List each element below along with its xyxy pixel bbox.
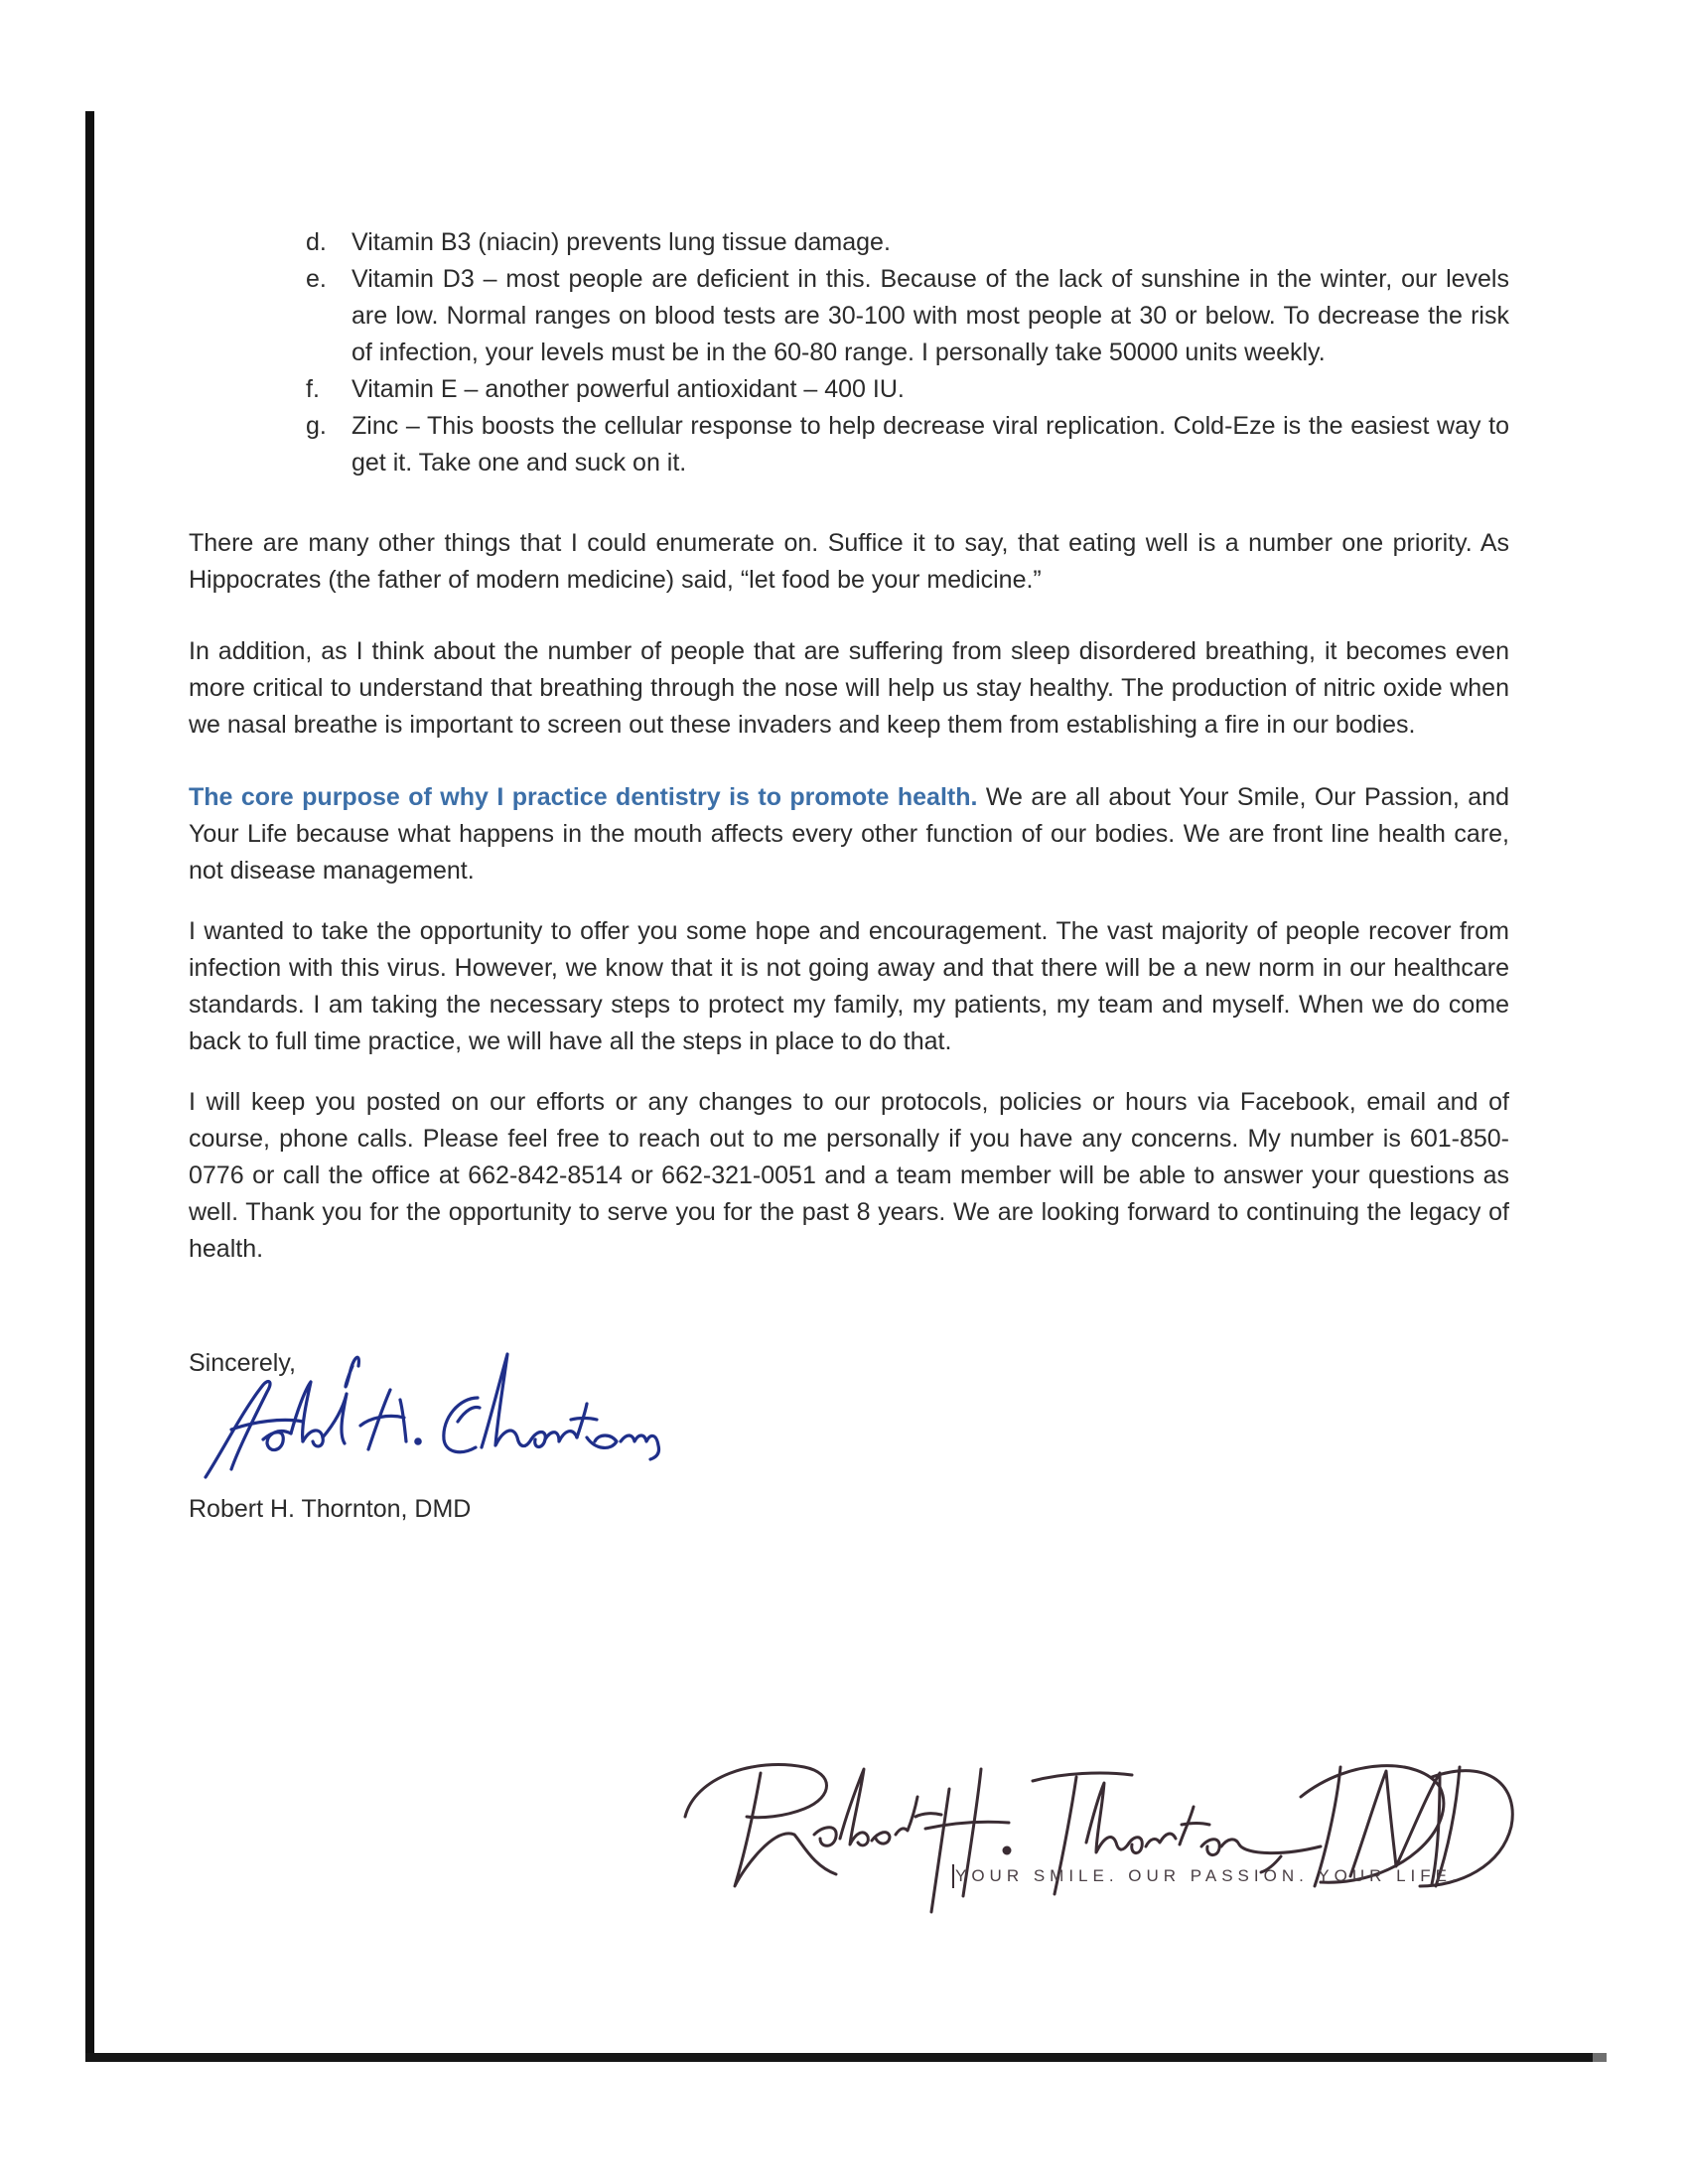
handwritten-signature [194,1330,670,1499]
list-item-text: Zinc – This boosts the cellular response to help decrease viral replication. Cold-Eze is the easiest way to get it. Take one and suck on it. [352,412,1509,477]
letter-body [189,224,1509,1268]
list-item [189,261,1509,371]
paragraph-hippocrates: There are many other things that I could enumerate on. Suffice it to say, that eating well is a number one priority. As Hippocrates (the father of modern medicine) said, “let food be your medicine.” [189,529,1509,594]
list-item [189,371,1509,408]
list-item [189,408,1509,481]
paragraph-core-purpose [189,779,1509,889]
paragraph-contact: I will keep you posted on our efforts or any changes to our protocols, policies or hours via Facebook, email and of course, phone calls. Please feel free to reach out to me personally if you have any concerns. My number is 601-850-0776 or call the office at 662-842-8514 or 662-321-0051 and a team member will be able to answer your questions as well. Thank you for the opportunity to serve you for the past 8 years. We are looking forward to continuing the legacy of health. [189,1088,1509,1263]
list-item-text: Vitamin D3 – most people are deficient in this. Because of the lack of sunshine in the winter, our levels are low. Normal ranges on blood tests are 30-100 with most people at 30 or below. To decrease the risk of infection, your levels must be in the 60-80 range. I personally take 50000 units weekly. [352,265,1509,366]
list-item-letter: f. [306,375,320,403]
vitamin-list [189,224,1509,481]
list-item-text: Vitamin B3 (niacin) prevents lung tissue damage. [352,228,891,256]
paragraph-encouragement: I wanted to take the opportunity to offer you some hope and encouragement. The vast majority of people recover from infection with this virus. However, we know that it is not going away and that there will be a new norm in our healthcare standards. I am taking the necessary steps to protect my family, my patients, my team and myself. When we do come back to full time practice, we will have all the steps in place to do that. [189,917,1509,1055]
letterhead-logo [665,1717,1519,1916]
page-edge-left [85,111,94,2060]
list-item-letter: d. [306,228,327,256]
list-item-letter: g. [306,412,327,440]
list-item-text: Vitamin E – another powerful antioxidant – 400 IU. [352,375,905,403]
closing-salutation: Sincerely, [189,1349,296,1377]
logo-tagline: YOUR SMILE. OUR PASSION. YOUR LIFE. [955,1866,1462,1885]
paragraph-breathing: In addition, as I think about the number of people that are suffering from sleep disordered breathing, it becomes even more critical to understand that breathing through the nose will help us stay healthy. The production of nitric oxide when we nasal breathe is important to screen out these invaders and keep them from establishing a fire in our bodies. [189,637,1509,739]
list-item-letter: e. [306,265,327,293]
list-item [189,224,1509,261]
core-purpose-text: We are all about Your Smile, Our Passion, and Your Life because what happens in the mouth affects every other function of our bodies. We are front line health care, not disease management. [189,783,1510,885]
page-edge-bottom [85,2053,1593,2062]
core-purpose-highlight: The core purpose of why I practice dentistry is to promote health. [189,783,978,811]
signer-name: Robert H. Thornton, DMD [189,1495,472,1523]
